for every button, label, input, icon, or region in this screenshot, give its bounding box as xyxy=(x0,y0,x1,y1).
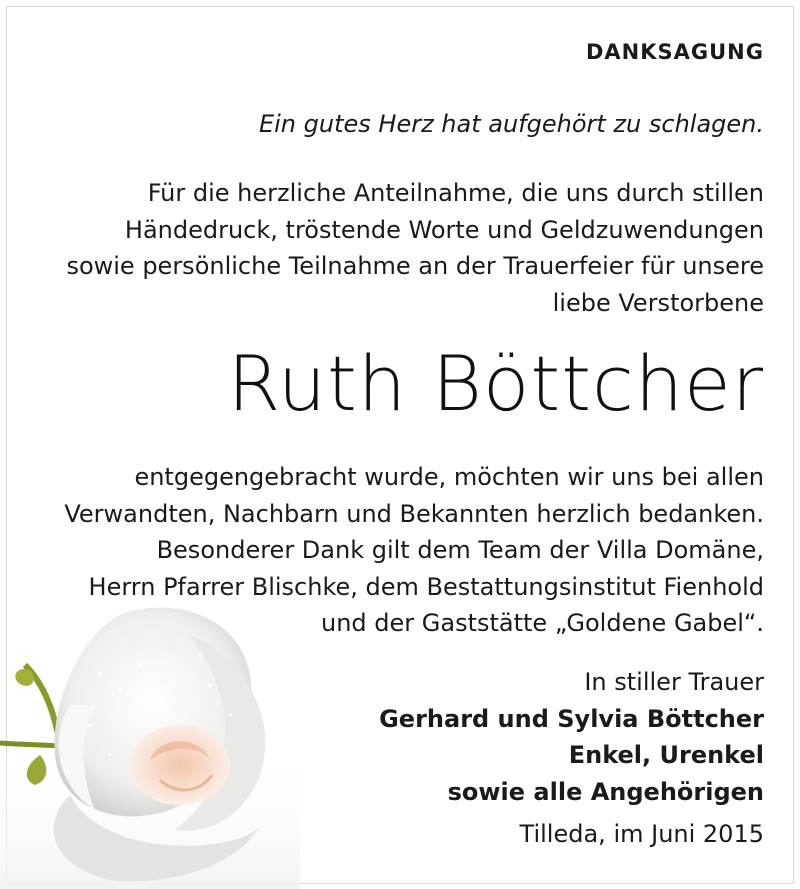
signature-grandchildren: Enkel, Urenkel xyxy=(568,741,764,769)
intro-paragraph xyxy=(66,175,764,321)
place-date: Tilleda, im Juni 2015 xyxy=(519,820,764,848)
signature-relatives: sowie alle Angehörigen xyxy=(447,777,764,806)
intro-line: Für die herzliche Anteilnahme, die uns durch stillen xyxy=(147,179,764,207)
thanks-line: und der Gaststätte „Goldene Gabel“. xyxy=(320,609,764,637)
signature-intro: In stiller Trauer xyxy=(584,668,764,696)
heading: DANKSAGUNG xyxy=(585,40,764,64)
thanks-line: entgegengebracht wurde, möchten wir uns bei allen xyxy=(134,463,764,491)
intro-line: liebe Verstorbene xyxy=(552,288,764,317)
intro-line: sowie persönliche Teilnahme an der Trauerfeier für unsere xyxy=(66,252,764,280)
thanks-line: Verwandten, Nachbarn und Bekannten herzlich bedanken. xyxy=(64,499,764,528)
signature-family: Gerhard und Sylvia Böttcher xyxy=(379,704,764,733)
thanks-line: Herrn Pfarrer Blischke, dem Bestattungsinstitut Fienhold xyxy=(88,572,764,601)
signature-block xyxy=(379,664,764,810)
deceased-name: Ruth Böttcher xyxy=(227,339,764,428)
thanks-line: Besonderer Dank gilt dem Team der Villa Domäne, xyxy=(156,536,764,564)
motto: Ein gutes Herz hat aufgehört zu schlagen. xyxy=(258,110,764,138)
thanks-paragraph xyxy=(64,459,764,642)
intro-line: Händedruck, tröstende Worte und Geldzuwendungen xyxy=(124,215,764,244)
